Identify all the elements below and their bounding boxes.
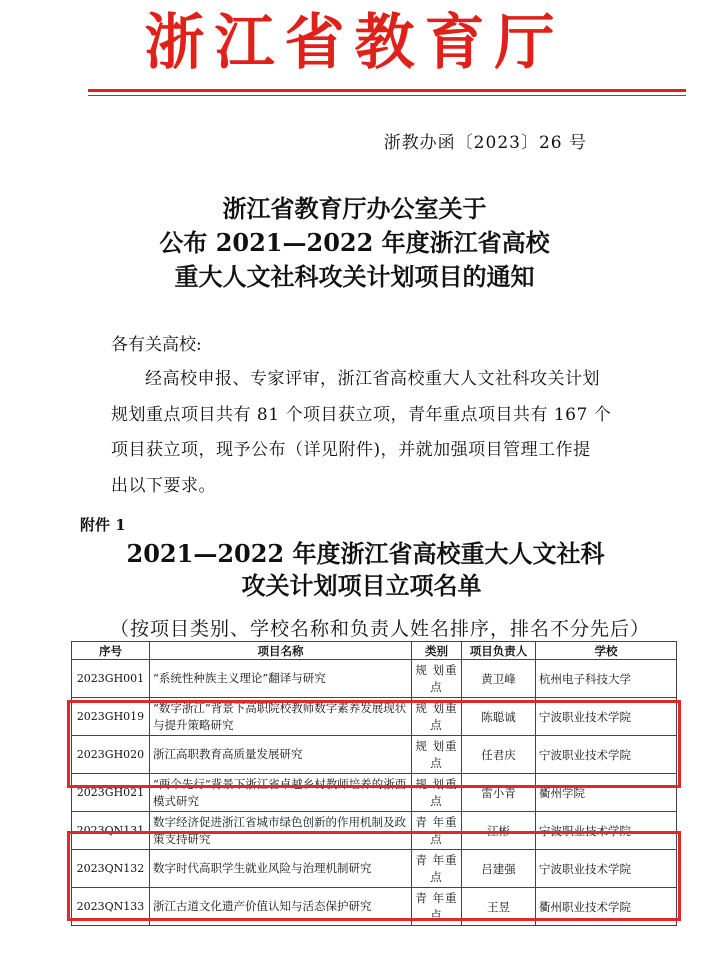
cell-leader: 陈聪诚: [462, 698, 536, 736]
paragraph-line: 经高校申报、专家评审，浙江省高校重大人文社科攻关计划: [145, 369, 600, 389]
cell-id: 2023QN131: [72, 812, 150, 850]
cell-category: 规 划重点: [412, 698, 462, 736]
cell-name: 数字时代高职学生就业风险与治理机制研究: [150, 850, 412, 888]
cell-id: 2023GH021: [72, 774, 150, 812]
column-header: 项目名称: [150, 642, 412, 660]
cell-school: 杭州电子科技大学: [536, 660, 677, 698]
cell-name: 浙江古道文化遗产价值认知与活态保护研究: [150, 888, 412, 926]
paragraph-line: 出以下要求。: [111, 475, 216, 496]
document-number: 浙教办函〔2023〕26 号: [383, 133, 587, 153]
title-line: 公布 2021—2022 年度浙江省高校: [159, 228, 550, 257]
cell-category: 青 年重点: [412, 812, 462, 850]
agency-name: 浙江省教育厅: [144, 8, 565, 78]
header-rule-thick: [88, 89, 686, 92]
cell-category: 规 划重点: [412, 774, 462, 812]
cell-leader: 黄卫峰: [462, 660, 536, 698]
salutation: 各有关高校:: [111, 335, 202, 355]
cell-leader: 吕建强: [462, 850, 536, 888]
cell-category: 青 年重点: [412, 850, 462, 888]
highlight-box-qn: [67, 831, 681, 921]
document-title: [0, 192, 709, 294]
column-header: 序号: [72, 642, 150, 660]
attachment-title-line: 攻关计划项目立项名单: [241, 571, 482, 600]
paragraph-line: 规划重点项目共有 81 个项目获立项，青年重点项目共有 167 个: [111, 404, 612, 425]
attachment-title: [0, 538, 709, 602]
title-line: 浙江省教育厅办公室关于: [222, 194, 487, 223]
cell-id: 2023GH019: [72, 698, 150, 736]
column-header: 类别: [412, 642, 462, 660]
cell-school: 宁波职业技术学院: [536, 812, 677, 850]
cell-leader: 王昱: [462, 888, 536, 926]
body-paragraph: [111, 362, 612, 504]
cell-name: 浙江高职教育高质量发展研究: [150, 736, 412, 774]
attachment-title-line: 2021—2022 年度浙江省高校重大人文社科: [126, 539, 605, 568]
cell-name: “系统性种族主义理论”翻译与研究: [150, 660, 412, 698]
cell-id: 2023GH001: [72, 660, 150, 698]
header-rule-thin: [88, 95, 686, 96]
cell-category: 规 划重点: [412, 660, 462, 698]
cell-id: 2023QN132: [72, 850, 150, 888]
cell-leader: 江彬: [462, 812, 536, 850]
cell-school: 宁波职业技术学院: [536, 736, 677, 774]
sorting-note: （按项目类别、学校名称和负责人姓名排序，排名不分先后）: [109, 618, 650, 640]
cell-school: 宁波职业技术学院: [536, 850, 677, 888]
cell-id: 2023QN133: [72, 888, 150, 926]
cell-school: 宁波职业技术学院: [536, 698, 677, 736]
cell-school: 衢州职业技术学院: [536, 888, 677, 926]
title-line: 重大人文社科攻关计划项目的通知: [174, 262, 535, 291]
cell-school: 衢州学院: [536, 774, 677, 812]
table-header-row: [72, 642, 677, 660]
cell-id: 2023GH020: [72, 736, 150, 774]
cell-leader: 雷小青: [462, 774, 536, 812]
attachment-label: 附件 1: [80, 516, 126, 534]
cell-name: “两个先行”背景下浙江省卓越乡村教师培养的浙西模式研究: [150, 774, 412, 812]
cell-category: 规 划重点: [412, 736, 462, 774]
cell-category: 青 年重点: [412, 888, 462, 926]
cell-leader: 任君庆: [462, 736, 536, 774]
column-header: 项目负责人: [462, 642, 536, 660]
cell-name: “数字浙江”背景下高职院校教师数字素养发展现状与提升策略研究: [150, 698, 412, 736]
column-header: 学校: [536, 642, 677, 660]
highlight-box-gh: [67, 700, 681, 788]
table-row: [72, 660, 677, 698]
paragraph-line: 项目获立项，现予公布（详见附件)，并就加强项目管理工作提: [111, 440, 591, 460]
cell-name: 数字经济促进浙江省城市绿色创新的作用机制及政策支持研究: [150, 812, 412, 850]
